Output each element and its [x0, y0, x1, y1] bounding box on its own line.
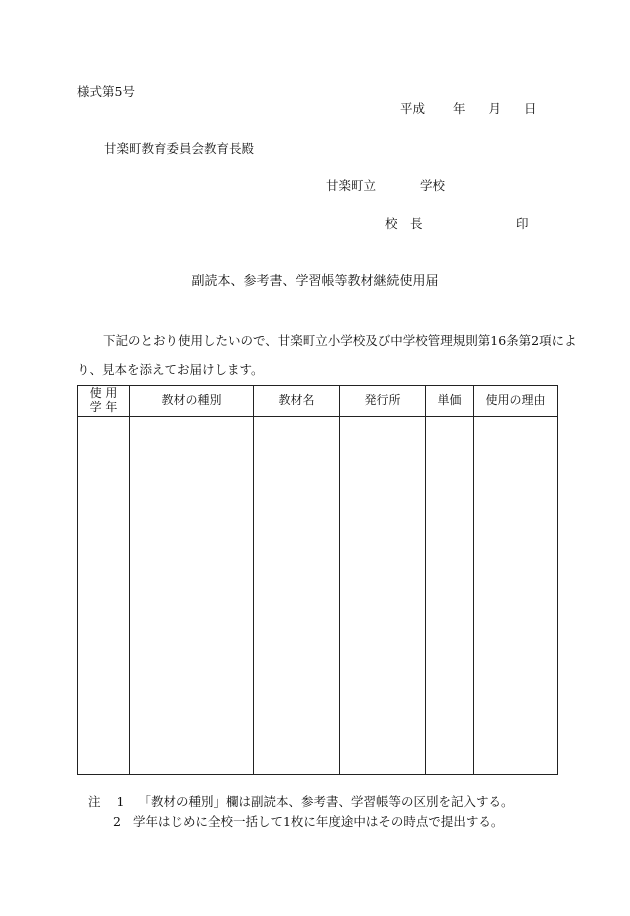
note-1-number: 1: [116, 794, 125, 809]
header-material-name: 教材名: [254, 386, 340, 417]
principal-title: 校 長: [385, 216, 423, 231]
form-number: 様式第5号: [77, 84, 135, 99]
note-label: 注: [88, 794, 101, 809]
note-2-number: 2: [113, 814, 121, 829]
note-1-text: 「教材の種別」欄は副読本、参考書、学習帳等の区別を記入する。: [138, 794, 514, 809]
document-title: 副読本、参考書、学習帳等教材継続使用届: [191, 274, 439, 289]
cell-material-name[interactable]: [254, 417, 340, 775]
body-line-1: 下記のとおり使用したいので、甘楽町立小学校及び中学校管理規則第16条第2項によ: [103, 333, 577, 348]
cell-publisher[interactable]: [340, 417, 426, 775]
date-era: 平成: [400, 101, 426, 116]
body-line-2: り、見本を添えてお届けします。: [77, 362, 264, 377]
header-grade: [78, 386, 130, 417]
addressee: 甘楽町教育委員会教育長殿: [104, 141, 255, 156]
date-line: [400, 103, 537, 116]
note-2: [113, 816, 503, 829]
header-reason: 使用の理由: [474, 386, 558, 417]
date-year: 年: [453, 101, 466, 116]
note-1: [88, 796, 513, 809]
header-publisher: 発行所: [340, 386, 426, 417]
school-suffix: 学校: [420, 178, 446, 193]
header-material-type: 教材の種別: [130, 386, 254, 417]
cell-grade[interactable]: [78, 417, 130, 775]
school-line: [326, 180, 445, 193]
school-prefix: 甘楽町立: [326, 178, 377, 193]
table-row: [78, 417, 558, 775]
header-grade-line2: 学 年: [89, 400, 118, 414]
materials-table: [77, 385, 558, 775]
seal-mark: 印: [516, 216, 529, 231]
cell-reason[interactable]: [474, 417, 558, 775]
date-day: 日: [524, 101, 537, 116]
cell-unit-price[interactable]: [426, 417, 474, 775]
note-2-text: 学年はじめに全校一括して1枚に年度途中はその時点で提出する。: [132, 814, 504, 829]
header-unit-price: 単価: [426, 386, 474, 417]
table-header-row: [78, 386, 558, 417]
cell-material-type[interactable]: [130, 417, 254, 775]
date-month: 月: [488, 101, 502, 116]
header-grade-line1: 使 用: [89, 386, 118, 401]
